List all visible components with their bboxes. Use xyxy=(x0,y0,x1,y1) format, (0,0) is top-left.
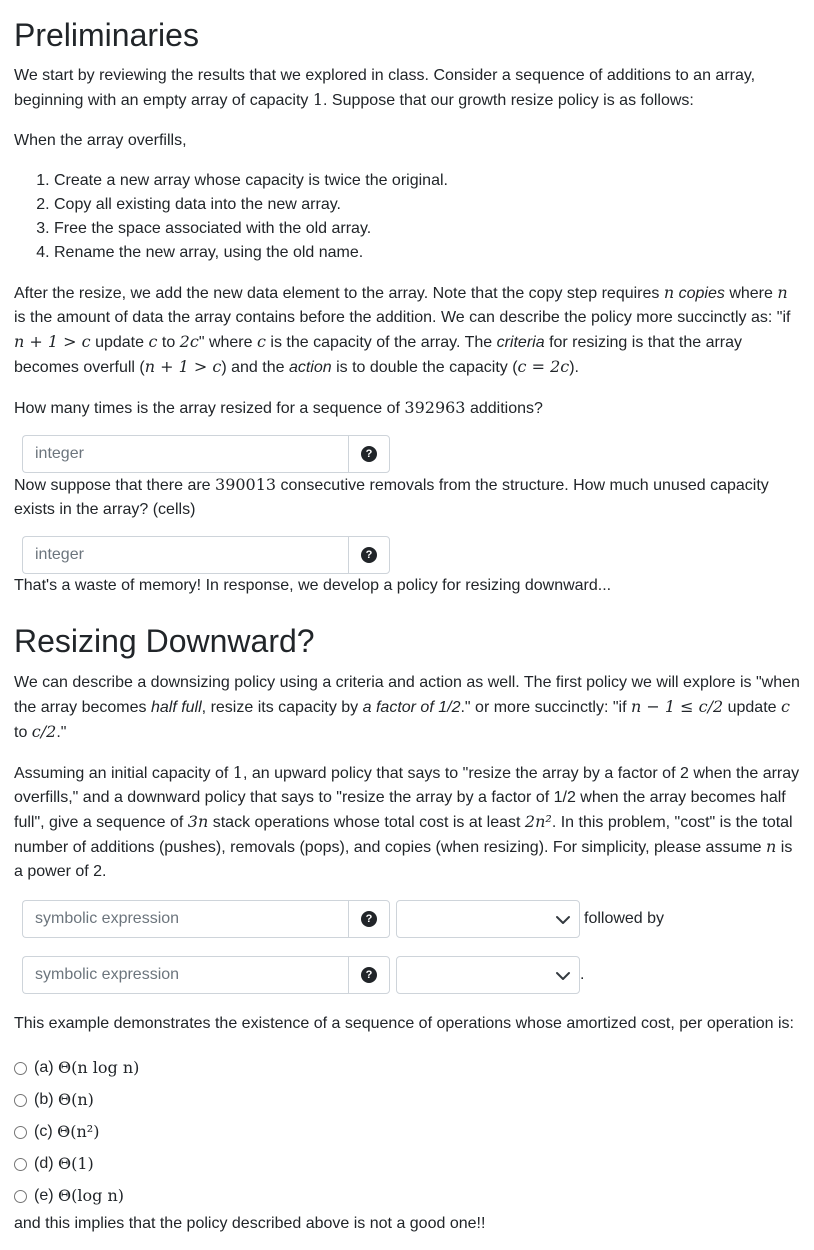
option-math: Θ(1) xyxy=(58,1154,94,1173)
resize-policy-paragraph: After the resize, we add the new data element to the array. Note that the copy step requires n copies where n is the amount of data the array contains before the addition. We can describe the policy more succinctly as: "if n + 1 > c update c to 2c" where c is the capacity of the array. The criteria for resizing is that the array becomes overfull (n + 1 > c) and the action is to double the capacity (c = 2c). xyxy=(14,283,791,376)
radio-button[interactable] xyxy=(14,1126,27,1139)
option-label: (a) xyxy=(34,1059,54,1076)
operation2-select[interactable] xyxy=(396,956,580,994)
question-resize-count: How many times is the array resized for a sequence of 392963 additions? xyxy=(14,398,543,417)
section-title-resizing-downward: Resizing Downward? xyxy=(14,623,315,659)
option-c[interactable] xyxy=(14,1116,800,1148)
list-item: 3. Free the space associated with the old array. xyxy=(54,217,800,241)
unused-capacity-input-group xyxy=(22,536,390,574)
expr2-input[interactable] xyxy=(22,956,348,994)
sequence-answer-row-2 xyxy=(22,956,800,994)
sequence-question-paragraph: Assuming an initial capacity of 1, an upward policy that says to "resize the array by a factor of 2 when the array overfills," and a downward policy that says to "resize the array by a factor of 1/2 when the array becomes half full", give a sequence of 3n stack operations whose total cost is at least 2n². In this problem, "cost" is the total number of additions (pushes), removals (pops), and copies (when resizing). For simplicity, please assume n is a power of 2. xyxy=(14,763,800,880)
option-label: (e) xyxy=(34,1187,54,1204)
question-icon: ? xyxy=(361,547,377,563)
expr1-help-button[interactable] xyxy=(348,900,390,938)
radio-button[interactable] xyxy=(14,1190,27,1203)
chevron-down-icon xyxy=(555,913,571,927)
intro-paragraph: We start by reviewing the results that we explored in class. Consider a sequence of additions to an array, beginning with an empty array of capacity 1. Suppose that our growth resize policy is as follows: xyxy=(14,67,756,109)
option-b[interactable] xyxy=(14,1084,800,1116)
resize-steps-list xyxy=(14,169,800,265)
conclusion-text: and this implies that the policy described above is not a good one!! xyxy=(14,1215,486,1232)
option-d[interactable] xyxy=(14,1148,800,1180)
list-item: 2. Copy all existing data into the new array. xyxy=(54,193,800,217)
question-unused-capacity: Now suppose that there are 390013 consecutive removals from the structure. How much unused capacity exists in the array? (cells) xyxy=(14,475,769,518)
sequence-answer-row-1 xyxy=(22,900,800,938)
question-icon: ? xyxy=(361,446,377,462)
radio-button[interactable] xyxy=(14,1094,27,1107)
waste-text: That's a waste of memory! In response, we develop a policy for resizing downward... xyxy=(14,577,612,594)
resize-count-input[interactable] xyxy=(22,435,348,473)
expr1-input-group xyxy=(22,900,390,938)
unused-capacity-help-button[interactable] xyxy=(348,536,390,574)
option-math: Θ(log n) xyxy=(58,1186,124,1205)
option-a[interactable] xyxy=(14,1052,800,1084)
option-label: (c) xyxy=(34,1123,53,1140)
radio-button[interactable] xyxy=(14,1062,27,1075)
expr2-input-group xyxy=(22,956,390,994)
unused-capacity-input[interactable] xyxy=(22,536,348,574)
overfill-text: When the array overfills, xyxy=(14,132,187,149)
option-e[interactable] xyxy=(14,1180,800,1212)
expr2-help-button[interactable] xyxy=(348,956,390,994)
question-icon: ? xyxy=(361,911,377,927)
unused-capacity-answer xyxy=(22,536,800,574)
list-item: 4. Rename the new array, using the old name. xyxy=(54,241,800,265)
option-math: Θ(n²) xyxy=(57,1122,100,1141)
option-label: (d) xyxy=(34,1155,54,1172)
amortized-cost-options xyxy=(14,1052,800,1212)
downsizing-policy-paragraph: We can describe a downsizing policy using a criteria and action as well. The first policy we will explore is "when the array becomes half full, resize its capacity by a factor of 1/2." or more succinctly: "if n − 1 ≤ c/2 update c to c/2." xyxy=(14,674,800,741)
option-label: (b) xyxy=(34,1091,54,1108)
followed-by-label: followed by xyxy=(584,910,665,927)
period-label: . xyxy=(580,966,585,983)
resize-count-help-button[interactable] xyxy=(348,435,390,473)
chevron-down-icon xyxy=(555,969,571,983)
amortized-cost-question: This example demonstrates the existence of a sequence of operations whose amortized cost, per operation is: xyxy=(14,1015,794,1032)
option-math: Θ(n) xyxy=(58,1090,94,1109)
resize-count-answer xyxy=(22,435,800,473)
list-item: 1. Create a new array whose capacity is twice the original. xyxy=(54,169,800,193)
section-title-preliminaries: Preliminaries xyxy=(14,17,199,53)
radio-button[interactable] xyxy=(14,1158,27,1171)
option-math: Θ(n log n) xyxy=(58,1058,140,1077)
operation1-select[interactable] xyxy=(396,900,580,938)
expr1-input[interactable] xyxy=(22,900,348,938)
question-icon: ? xyxy=(361,967,377,983)
resize-count-input-group xyxy=(22,435,390,473)
